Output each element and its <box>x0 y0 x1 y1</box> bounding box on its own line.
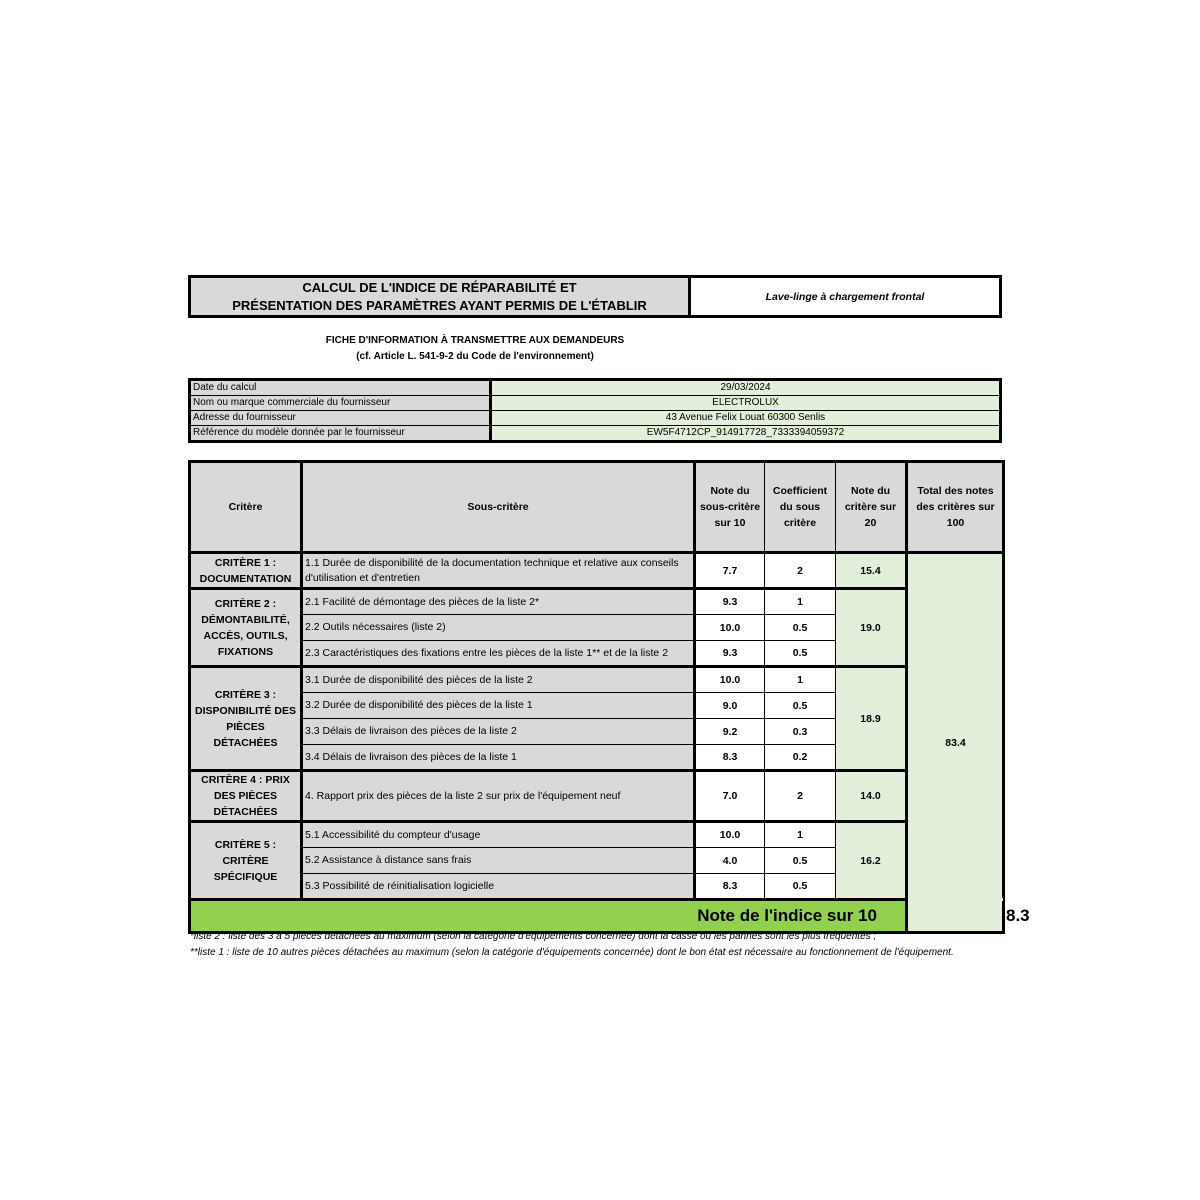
col-note-sous: Note du sous-critère sur 10 <box>695 462 765 553</box>
subcriterion-note: 8.3 <box>695 745 765 771</box>
subcriterion-coef: 0.5 <box>765 641 836 667</box>
subcriterion-label: 5.3 Possibilité de réinitialisation logicielle <box>302 874 695 900</box>
subcriterion-note: 10.0 <box>695 615 765 641</box>
final-score-row: Note de l'indice sur 10 8.3 <box>190 900 1004 933</box>
info-row <box>190 380 1001 396</box>
subcriterion-note: 9.3 <box>695 641 765 667</box>
info-value: 43 Avenue Felix Louat 60300 Senlis <box>491 411 1001 426</box>
criterion-3-label: CRITÈRE 3 : DISPONIBILITÉ DES PIÈCES DÉTACHÉES <box>190 667 302 771</box>
footnote-liste-2: *liste 2 : liste des 3 à 5 pièces détachées au maximum (selon la catégorie d'équipements concernée) dont la casse ou les pannes sont les plus fréquentes ; <box>190 931 877 942</box>
supplier-info-table <box>188 378 1002 443</box>
criteria-table <box>188 460 1030 934</box>
info-value: 29/03/2024 <box>491 380 1001 396</box>
criterion-1-note20: 15.4 <box>836 553 907 589</box>
final-score-label: Note de l'indice sur 10 <box>190 900 907 933</box>
subcriterion-note: 10.0 <box>695 822 765 848</box>
subcriterion-label: 2.3 Caractéristiques des fixations entre les pièces de la liste 1** et de la liste 2 <box>302 641 695 667</box>
subcriterion-note: 9.3 <box>695 589 765 615</box>
fiche-line2: (cf. Article L. 541-9-2 du Code de l'environnement) <box>356 351 594 362</box>
footnote-liste-1: **liste 1 : liste de 10 autres pièces détachées au maximum (selon la catégorie d'équipements concernée) dont le bon état est nécessaire au fonctionnement de l'équipement. <box>190 947 954 958</box>
subcriterion-coef: 0.2 <box>765 745 836 771</box>
header <box>188 275 1002 318</box>
col-sous-critere: Sous-critère <box>302 462 695 553</box>
criterion-4-label: CRITÈRE 4 : PRIX DES PIÈCES DÉTACHÉES <box>190 771 302 822</box>
info-value: EW5F4712CP_914917728_7333394059372 <box>491 426 1001 442</box>
header-title-line1: CALCUL DE L'INDICE DE RÉPARABILITÉ ET <box>302 279 577 295</box>
col-coef: Coefficient du sous critère <box>765 462 836 553</box>
subcriterion-note: 7.0 <box>695 771 765 822</box>
criterion-2-note20: 19.0 <box>836 589 907 667</box>
subcriterion-label: 4. Rapport prix des pièces de la liste 2 sur prix de l'équipement neuf <box>302 771 695 822</box>
product-type: Lave-linge à chargement frontal <box>691 275 1002 318</box>
footnotes <box>190 929 990 961</box>
info-label: Nom ou marque commerciale du fournisseur <box>190 396 491 411</box>
subcriterion-label: 5.2 Assistance à distance sans frais <box>302 848 695 874</box>
criterion-5-note20: 16.2 <box>836 822 907 900</box>
criterion-4-note20: 14.0 <box>836 771 907 822</box>
subcriterion-label: 3.4 Délais de livraison des pièces de la liste 1 <box>302 745 695 771</box>
subcriterion-label: 1.1 Durée de disponibilité de la documentation technique et relative aux conseils d'utilisation et d'entretien <box>302 553 695 589</box>
subcriterion-coef: 2 <box>765 553 836 589</box>
subcriterion-note: 10.0 <box>695 667 765 693</box>
fiche-heading <box>250 333 700 365</box>
info-value: ELECTROLUX <box>491 396 1001 411</box>
table-row <box>190 667 1004 693</box>
subcriterion-coef: 1 <box>765 822 836 848</box>
subcriterion-label: 2.1 Facilité de démontage des pièces de la liste 2* <box>302 589 695 615</box>
total-score: 83.4 <box>907 553 1004 933</box>
subcriterion-coef: 0.5 <box>765 693 836 719</box>
table-row <box>190 822 1004 848</box>
subcriterion-note: 4.0 <box>695 848 765 874</box>
subcriterion-label: 2.2 Outils nécessaires (liste 2) <box>302 615 695 641</box>
info-label: Date du calcul <box>190 380 491 396</box>
criterion-2-label: CRITÈRE 2 : DÉMONTABILITÉ, ACCÈS, OUTILS, FIXATIONS <box>190 589 302 667</box>
header-title <box>188 275 691 318</box>
criterion-1-label: CRITÈRE 1 : DOCUMENTATION <box>190 553 302 589</box>
subcriterion-coef: 0.5 <box>765 615 836 641</box>
subcriterion-coef: 1 <box>765 589 836 615</box>
criterion-3-note20: 18.9 <box>836 667 907 771</box>
info-row <box>190 396 1001 411</box>
subcriterion-note: 9.2 <box>695 719 765 745</box>
table-header-row <box>190 462 1004 553</box>
subcriterion-coef: 0.5 <box>765 874 836 900</box>
subcriterion-label: 5.1 Accessibilité du compteur d'usage <box>302 822 695 848</box>
info-row <box>190 426 1001 442</box>
info-label: Adresse du fournisseur <box>190 411 491 426</box>
col-total: Total des notes des critères sur 100 <box>907 462 1004 553</box>
subcriterion-label: 3.2 Durée de disponibilité des pièces de la liste 1 <box>302 693 695 719</box>
table-row <box>190 771 1004 822</box>
subcriterion-coef: 0.3 <box>765 719 836 745</box>
header-title-line2: PRÉSENTATION DES PARAMÈTRES AYANT PERMIS DE L'ÉTABLIR <box>232 297 647 313</box>
info-row <box>190 411 1001 426</box>
subcriterion-note: 7.7 <box>695 553 765 589</box>
subcriterion-note: 8.3 <box>695 874 765 900</box>
subcriterion-label: 3.3 Délais de livraison des pièces de la liste 2 <box>302 719 695 745</box>
subcriterion-coef: 1 <box>765 667 836 693</box>
subcriterion-coef: 2 <box>765 771 836 822</box>
info-label: Référence du modèle donnée par le fournisseur <box>190 426 491 442</box>
subcriterion-note: 9.0 <box>695 693 765 719</box>
col-critere: Critère <box>190 462 302 553</box>
col-note20: Note du critère sur 20 <box>836 462 907 553</box>
subcriterion-coef: 0.5 <box>765 848 836 874</box>
table-row <box>190 589 1004 615</box>
subcriterion-label: 3.1 Durée de disponibilité des pièces de la liste 2 <box>302 667 695 693</box>
table-row <box>190 553 1004 589</box>
criterion-5-label: CRITÈRE 5 : CRITÈRE SPÉCIFIQUE <box>190 822 302 900</box>
fiche-line1: FICHE D'INFORMATION À TRANSMETTRE AUX DEMANDEURS <box>325 335 625 346</box>
